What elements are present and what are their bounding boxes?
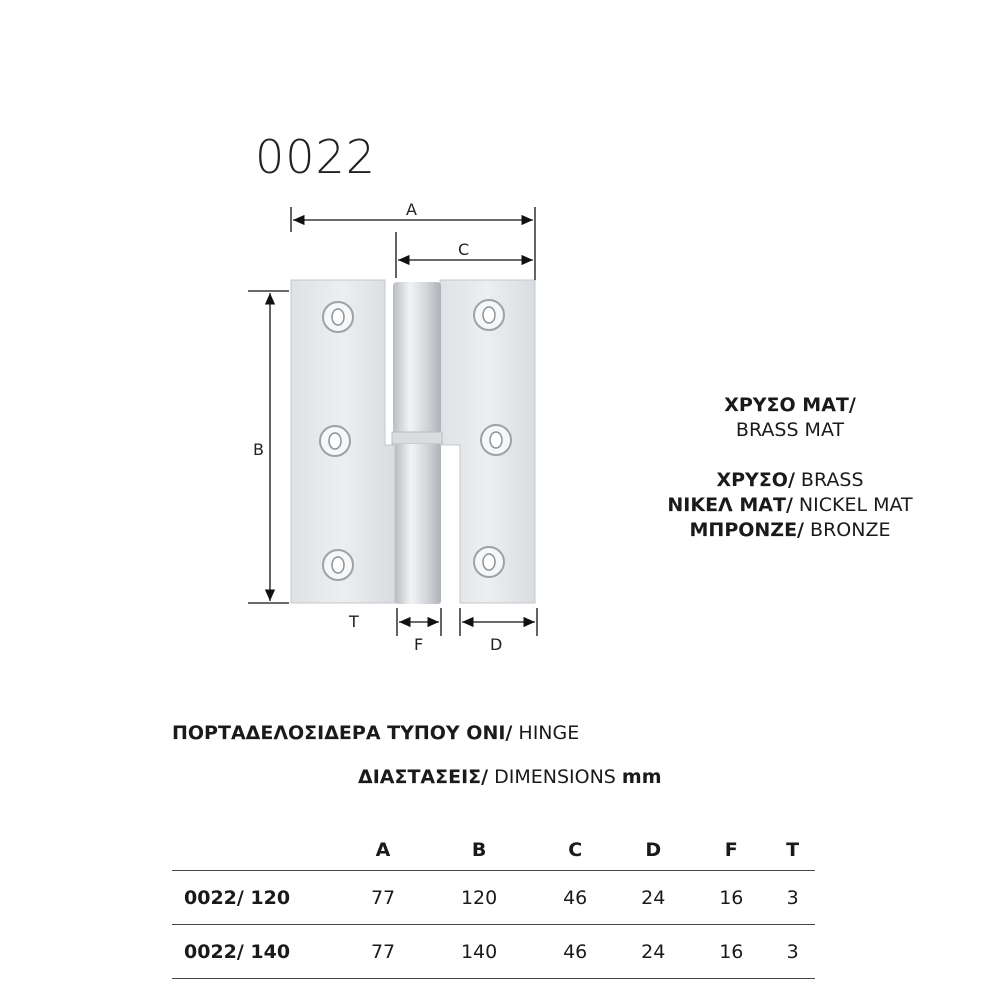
cell-d: 24 bbox=[614, 925, 692, 979]
header-d: D bbox=[614, 830, 692, 871]
finish-bronze: ΜΠΡΟΝΖΕ/ BRONZE bbox=[689, 519, 891, 541]
table-row bbox=[172, 871, 815, 925]
cell-d: 24 bbox=[614, 871, 692, 925]
dim-label-b: B bbox=[253, 440, 264, 459]
cell-c: 46 bbox=[536, 871, 614, 925]
cell-t: 3 bbox=[770, 871, 815, 925]
finish-brass-mat bbox=[640, 393, 940, 443]
header-f: F bbox=[692, 830, 770, 871]
finish-brass-mat-en: BRASS MAT bbox=[735, 419, 845, 441]
dimensions-title: ΔΙΑΣΤΑΣΕΙΣ/ DIMENSIONS mm bbox=[358, 766, 662, 788]
product-code-title: 0022 bbox=[255, 130, 377, 184]
dim-label-a: A bbox=[406, 200, 417, 219]
cell-f: 16 bbox=[692, 925, 770, 979]
header-model bbox=[172, 830, 344, 871]
dimensions-table bbox=[172, 830, 815, 979]
table-header-row bbox=[172, 830, 815, 871]
table-row bbox=[172, 925, 815, 979]
dim-label-c: C bbox=[458, 240, 470, 259]
finish-brass-mat-gr: ΧΡΥΣΟ ΜΑΤ/ bbox=[724, 394, 856, 416]
header-t: T bbox=[770, 830, 815, 871]
cell-f: 16 bbox=[692, 871, 770, 925]
product-title: ΠΟΡΤΑΔΕΛΟΣΙΔΕΡΑ ΤΥΠΟΥ ΟΝΙ/ HINGE bbox=[172, 722, 580, 744]
dim-label-t: T bbox=[349, 612, 359, 631]
upper-knuckle bbox=[393, 282, 441, 434]
cell-c: 46 bbox=[536, 925, 614, 979]
header-c: C bbox=[536, 830, 614, 871]
lower-knuckle bbox=[395, 444, 441, 604]
cell-b: 120 bbox=[422, 871, 536, 925]
finish-list bbox=[640, 468, 940, 543]
finish-brass: ΧΡΥΣΟ/ BRASS bbox=[716, 469, 864, 491]
dim-label-f: F bbox=[414, 635, 424, 654]
dim-label-d: D bbox=[490, 635, 503, 654]
cell-model: 0022/ 120 bbox=[172, 871, 344, 925]
header-b: B bbox=[422, 830, 536, 871]
knuckle-joint bbox=[392, 432, 442, 444]
cell-model: 0022/ 140 bbox=[172, 925, 344, 979]
header-a: A bbox=[344, 830, 422, 871]
finish-nickel-mat: ΝΙΚΕΛ ΜΑΤ/ NICKEL MAT bbox=[667, 494, 913, 516]
cell-a: 77 bbox=[344, 871, 422, 925]
cell-b: 140 bbox=[422, 925, 536, 979]
cell-t: 3 bbox=[770, 925, 815, 979]
cell-a: 77 bbox=[344, 925, 422, 979]
